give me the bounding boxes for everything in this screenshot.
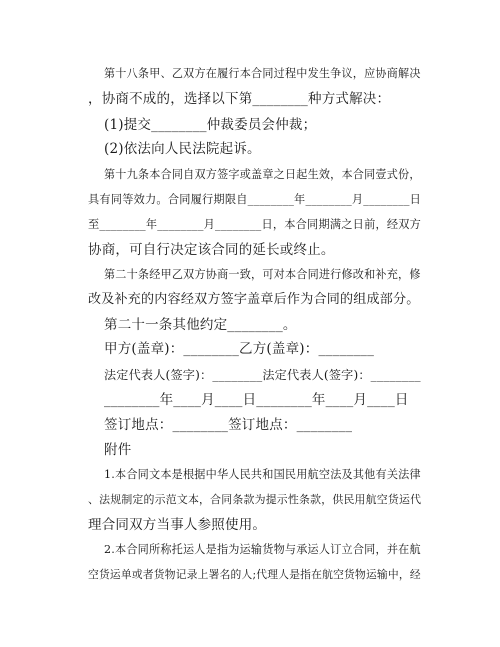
- text-line: 甲方(盖章)：________乙方(盖章)：________: [104, 341, 375, 357]
- text-line: 具有同等效力。合同履行期限自________年________月________日: [88, 193, 422, 206]
- text-line: 、法规制定的示范文本，合同条款为提示性条款，供民用航空货运代: [88, 493, 422, 506]
- text-line: 第二十条经甲乙双方协商一致，可对本合同进行修改和补充，修: [104, 268, 421, 281]
- text-line: 第十八条甲、乙双方在履行本合同过程中发生争议，应协商解决: [104, 67, 421, 80]
- text-line: 第二十一条其他约定________。: [104, 317, 297, 333]
- text-line: 至________年________月________日，本合同期满之日前，经双方: [88, 218, 422, 231]
- text-line: 第十九条本合同自双方签字或盖章之日起生效，本合同壹式份，: [104, 168, 421, 181]
- text-line: 改及补充的内容经双方签字盖章后作为合同的组成部分。: [88, 292, 420, 307]
- text-line: 法定代表人(签字)：________法定代表人(签字)：________: [104, 368, 421, 382]
- text-line: ，协商不成的，选择以下第________种方式解决：: [88, 91, 391, 107]
- text-line: ________年____月____日________年____月____日: [104, 392, 409, 408]
- text-line: 空货运单或者货物记录上署名的人;代理人是指在航空货物运输中，经: [88, 568, 421, 581]
- text-line: (1)提交________仲裁委员会仲裁；: [104, 117, 317, 133]
- text-line: 协商，可自行决定该合同的延长或终止。: [88, 242, 335, 258]
- section-heading: 附件: [104, 442, 132, 458]
- text-line: 理合同双方当事人参照使用。: [88, 517, 267, 533]
- text-line: 签订地点：________签订地点：________: [104, 417, 353, 433]
- text-line: 2.本合同所称托运人是指为运输货物与承运人订立合同，并在航: [104, 543, 421, 556]
- text-line: 1.本合同文本是根据中华人民共和国民用航空法及其他有关法律: [104, 468, 421, 481]
- text-line: (2)依法向人民法院起诉。: [104, 141, 261, 157]
